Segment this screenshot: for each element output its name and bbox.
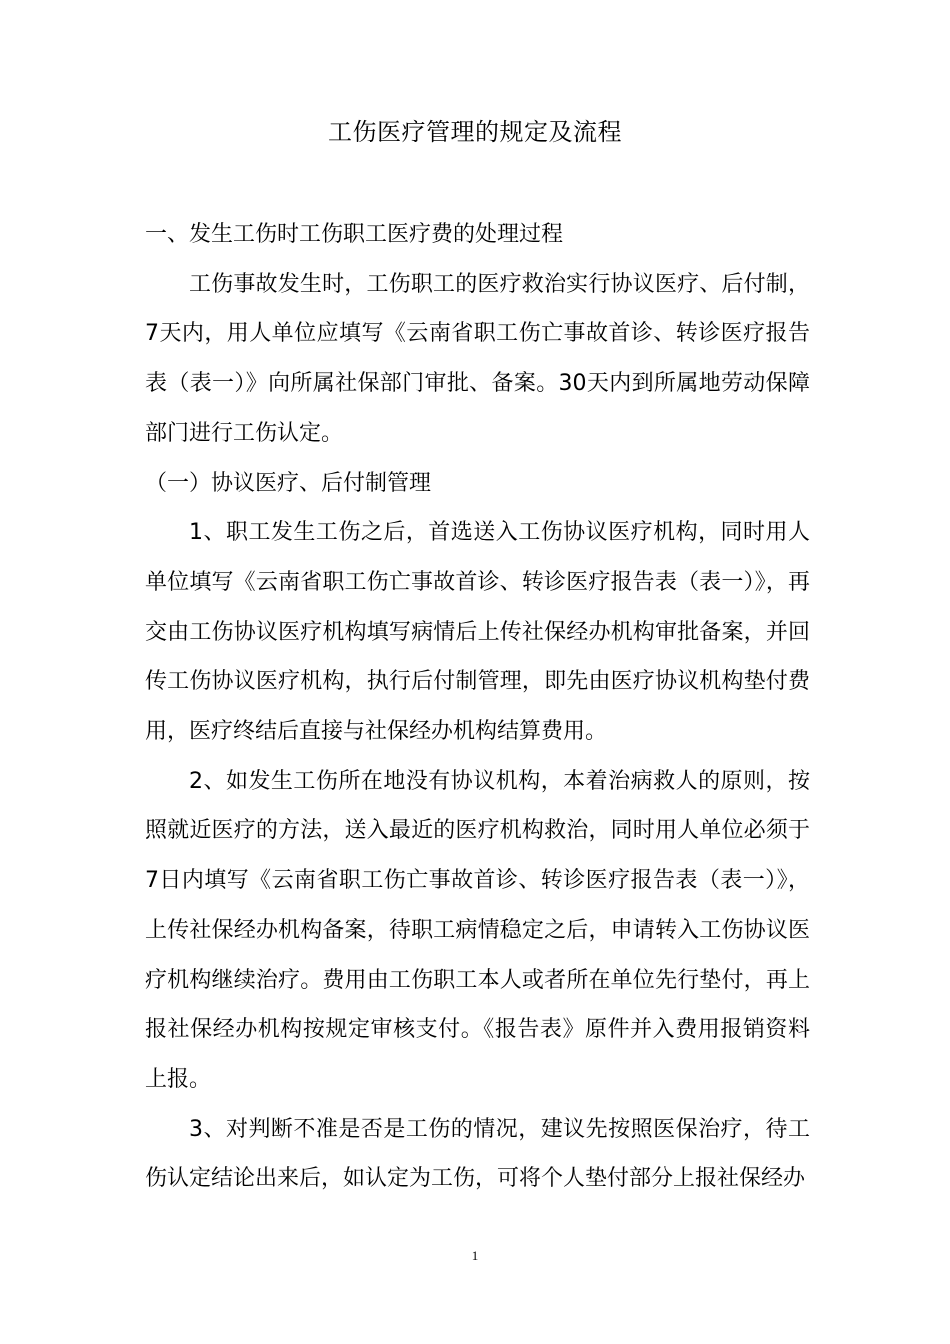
- document-body: [145, 210, 810, 1204]
- document-title: 工伤医疗管理的规定及流程: [328, 118, 622, 146]
- section-heading: 一、发生工伤时工伤职工医疗费的处理过程: [145, 222, 564, 247]
- body-paragraph: 2、如发生工伤所在地没有协议机构，本着治病救人的原则，按照就近医疗的方法，送入最近的医疗机构救治，同时用人单位必须于7日内填写《云南省职工伤亡事故首诊、转诊医疗报告表（表一）》，上传社保经办机构备案，待职工病情稳定之后，申请转入工伤协议医疗机构继续治疗。费用由工伤职工本人或者所在单位先行垫付，再上报社保经办机构按规定审核支付。《报告表》原件并入费用报销资料上报。: [145, 768, 810, 1092]
- page-number: 1: [471, 1248, 479, 1263]
- subsection-heading: （一）协议医疗、后付制管理: [145, 470, 432, 496]
- body-paragraph: 工伤事故发生时，工伤职工的医疗救治实行协议医疗、后付制，7天内，用人单位应填写《云南省职工伤亡事故首诊、转诊医疗报告表（表一）》向所属社保部门审批、备案。30天内到所属地劳动保障部门进行工伤认定。: [145, 271, 810, 446]
- body-paragraph: 3、对判断不准是否是工伤的情况，建议先按照医保治疗，待工伤认定结论出来后，如认定为工伤，可将个人垫付部分上报社保经办: [145, 1116, 810, 1192]
- body-paragraph: 1、职工发生工伤之后，首选送入工伤协议医疗机构，同时用人单位填写《云南省职工伤亡事故首诊、转诊医疗报告表（表一）》，再交由工伤协议医疗机构填写病情后上传社保经办机构审批备案，并回传工伤协议医疗机构，执行后付制管理，即先由医疗协议机构垫付费用，医疗终结后直接与社保经办机构结算费用。: [145, 520, 810, 745]
